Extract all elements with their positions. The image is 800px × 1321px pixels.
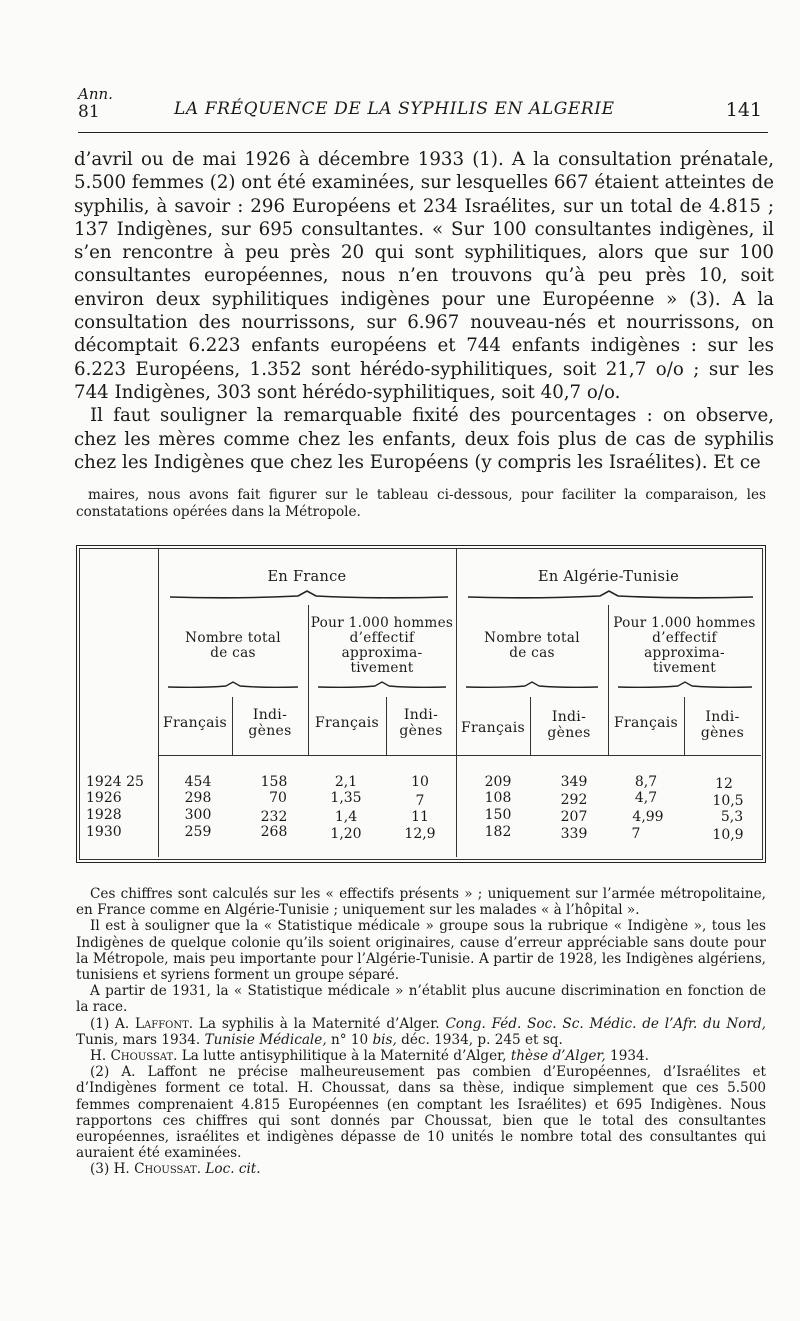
subheader-line: de cas	[509, 645, 555, 661]
cell: 7	[631, 826, 641, 842]
cell: 259	[184, 824, 212, 840]
author-name: Choussat	[110, 1048, 174, 1065]
subheader-line: d’effectif	[349, 630, 415, 646]
col-header-francais: Français	[613, 715, 679, 731]
footnote-1	[76, 1016, 766, 1048]
col-header-line: Indi-	[403, 707, 439, 723]
footnote-text: H.	[90, 1048, 107, 1065]
cell: 209	[484, 774, 512, 790]
row-year: 1928	[86, 807, 122, 823]
col-header-indigenes	[232, 707, 308, 739]
running-title: LA FRÉQUENCE DE LA SYPHILIS EN ALGERIE	[174, 99, 615, 119]
brace-sub	[162, 681, 304, 693]
author-name: Choussat	[134, 1161, 197, 1178]
footnote-text: (1) A.	[90, 1015, 130, 1032]
volume-number: 81	[78, 102, 100, 122]
cell: 339	[560, 826, 588, 842]
subheader-line: d’effectif	[652, 630, 717, 646]
cell: 454	[184, 774, 212, 790]
cell: 1,35	[330, 790, 362, 806]
paragraph: Il faut souligner la remarquable fixité des pourcentages : on observe, chez les mères comme chez les enfants, deux fois plus de cas de syphilis chez les Indigènes que chez les Européens (y compris les Israélites). Et ce	[74, 405, 774, 473]
cell: 158	[260, 774, 288, 790]
subheader-line: de cas	[210, 645, 256, 661]
subheader-line: approxima-	[644, 645, 725, 661]
cell: 150	[484, 807, 512, 823]
cell: 1,4	[334, 809, 358, 825]
cell: 4,7	[634, 790, 658, 806]
cell: 70	[269, 790, 287, 806]
cell: 5,3	[720, 809, 744, 825]
cell: 12,9	[404, 826, 436, 842]
footnote-text: . La syphilis à la Maternité d’Alger.	[188, 1015, 440, 1032]
brace-sub	[312, 681, 452, 693]
subheader-line: Pour 1.000 hommes	[310, 615, 454, 631]
statistics-table	[76, 545, 766, 863]
table-header-rule	[158, 755, 761, 756]
footnote-text: 1934.	[610, 1048, 649, 1065]
subheader-line: approxima-	[341, 645, 423, 661]
cell: 10,9	[712, 827, 744, 843]
col-header-line: Indi-	[551, 709, 587, 725]
subheader-line: tivement	[350, 660, 414, 676]
journal-title: Tunisie Médicale,	[204, 1031, 327, 1048]
brace-sub	[460, 681, 604, 693]
annotation-ann: Ann.	[78, 85, 113, 103]
cell: 7	[415, 793, 425, 809]
col-header-francais: Français	[162, 715, 228, 731]
subheader-line: Pour 1.000 hommes	[613, 615, 756, 631]
cell: 2,1	[334, 774, 358, 790]
cell: 268	[260, 824, 288, 840]
note-paragraph: Ces chiffres sont calculés sur les « effectifs présents » ; uniquement sur l’armée métropolitaine, en France comme en Algérie-Tunisie ; uniquement sur les malades « à l’hôpital ».	[76, 886, 766, 919]
group-header-algerie: En Algérie-Tunisie	[537, 569, 680, 585]
footnote-text: n° 10	[330, 1031, 369, 1048]
col-header-francais: Français	[460, 720, 526, 736]
footnote-text: (3) H.	[90, 1161, 130, 1178]
footnote-text: déc. 1934, p. 245 et sq.	[401, 1031, 563, 1048]
cell: 10,5	[712, 793, 744, 809]
citation: Loc. cit.	[205, 1161, 261, 1178]
col-header-line: gènes	[547, 725, 591, 741]
cell: 232	[260, 809, 288, 825]
paragraph: d’avril ou de mai 1926 à décembre 1933 (1). A la consultation prénatale, 5.500 femmes (2) ont été examinées, sur lesquelles 667 étaient atteintes de syphilis, à savoir : 296 Européens et 234 Israélites, sur un total de 4.815 ; 137 Indigènes, sur 695 consultantes. « Sur 100 consultantes indigènes, il s’en rencontre à peu près 20 qui sont syphilitiques, alors que sur 100 consultantes européennes, nous n’en trouvons qu’à peu près 10, soit environ deux syphilitiques indigènes pour une Européenne » (3). A la consultation des nourrissons, sur 6.967 nouveau-nés et nourrissons, on décomptait 6.223 enfants européens et 744 enfants indigènes : sur les 6.223 Européens, 1.352 sont hérédo-syphilitiques, soit 21,7 o/o ; sur les 744 Indigènes, 303 sont hérédo-syphilitiques, soit 40,7 o/o.	[74, 149, 774, 403]
col-header-indigenes	[684, 709, 761, 741]
col-header-indigenes	[386, 707, 456, 739]
cell: 292	[560, 792, 588, 808]
subheader-total	[456, 631, 608, 661]
cell: 12	[715, 776, 733, 792]
footnote-text: bis,	[372, 1031, 397, 1048]
subheader-line: tivement	[652, 660, 717, 676]
cell: 11	[411, 809, 429, 825]
footnote-text: .	[196, 1161, 202, 1178]
cell: 1,20	[330, 826, 362, 842]
table-intro	[76, 487, 766, 521]
col-header-line: Indi-	[705, 709, 740, 725]
subheader-line: Nombre total	[185, 630, 281, 646]
brace-france	[158, 589, 456, 605]
col-header-line: gènes	[248, 723, 292, 739]
body-text	[74, 148, 774, 474]
col-header-line: gènes	[399, 723, 443, 739]
footnote-2: (2) A. Laffont ne précise malheureusement pas combien d’Européennes, d’Israélites et d’Indigènes forment ce total. H. Choussat, dans sa thèse, indique simplement que ces 5.500 femmes comprenaient 4.815 Européennes (en comptant les Israélites) et 695 Indigènes. Nous rapportons ces chiffres qui sont donnés par Choussat, bien que le total des consultantes européennes, israélites et indigènes dépasse de 10 unités le nombre total des consultantes qui auraient été examinées.	[76, 1064, 766, 1162]
cell: 182	[484, 824, 512, 840]
cell: 298	[184, 790, 212, 806]
thesis-title: thèse d’Alger,	[510, 1048, 606, 1065]
note-paragraph: A partir de 1931, la « Statistique médicale » n’établit plus aucune discrimination en fonction de la race.	[76, 983, 766, 1016]
footnote-text: . La lutte antisyphilitique à la Maternité d’Alger,	[173, 1048, 507, 1065]
page-header	[78, 86, 768, 134]
cell: 4,99	[632, 809, 664, 825]
subheader-rate	[308, 616, 456, 676]
subheader-total	[158, 631, 308, 661]
note-paragraph: Il est à souligner que la « Statistique médicale » groupe sous la rubrique « Indigène », tous les Indigènes de quelque colonie qu’ils soient originaires, cause d’erreur appréciable sans doute pour la Métropole, mais peu importante pour l’Algérie-Tunisie. A partir de 1928, les Indigènes algériens, tunisiens et syriens forment un groupe séparé.	[76, 918, 766, 984]
header-rule	[78, 132, 768, 133]
footnote-1b	[76, 1048, 766, 1064]
journal-title: Cong. Féd. Soc. Sc. Médic. de l’Afr. du Nord,	[445, 1015, 767, 1032]
cell: 10	[411, 774, 429, 790]
cell: 8,7	[634, 774, 658, 790]
row-year: 1930	[86, 824, 122, 840]
group-header-france: En France	[267, 569, 347, 585]
cell: 349	[560, 774, 588, 790]
cell: 108	[484, 790, 512, 806]
row-year: 1924 25	[86, 774, 144, 790]
notes-section	[76, 886, 766, 1178]
brace-sub	[612, 681, 758, 693]
footnote-3	[76, 1161, 766, 1177]
col-header-francais: Français	[314, 715, 380, 731]
page-number: 141	[725, 99, 762, 121]
intro-text: maires, nous avons fait figurer sur le tableau ci-dessous, pour faciliter la comparaison, les constatations opérées dans la Métropole.	[76, 487, 766, 520]
col-header-indigenes	[530, 709, 608, 741]
cell: 300	[184, 807, 212, 823]
subheader-line: Nombre total	[484, 630, 580, 646]
cell: 207	[560, 809, 588, 825]
subheader-rate	[608, 616, 761, 676]
footnote-text: Tunis, mars 1934.	[76, 1031, 201, 1048]
row-year: 1926	[86, 790, 122, 806]
col-header-line: Indi-	[252, 707, 288, 723]
brace-algerie	[456, 589, 761, 605]
author-name: Laffont	[135, 1015, 189, 1032]
col-header-line: gènes	[700, 725, 745, 741]
